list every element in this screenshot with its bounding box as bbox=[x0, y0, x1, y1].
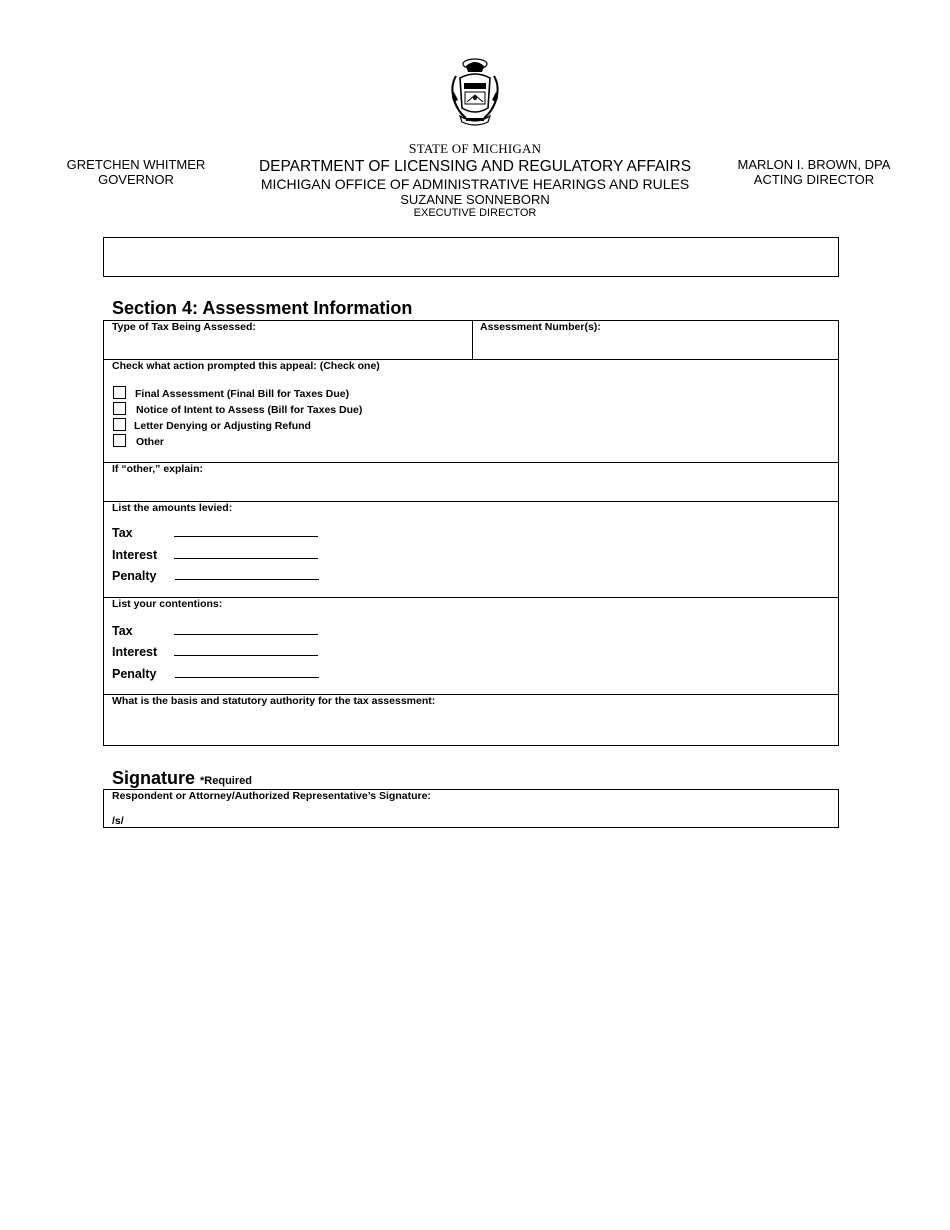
executive-name: SUZANNE SONNEBORN bbox=[400, 192, 550, 207]
signature-value: /s/ bbox=[112, 815, 124, 827]
levied-tax-field[interactable] bbox=[174, 536, 318, 537]
action-row bbox=[104, 360, 838, 463]
governor-block bbox=[56, 157, 216, 187]
contention-penalty-label: Penalty bbox=[112, 667, 157, 681]
signature-box[interactable] bbox=[103, 789, 839, 828]
contention-interest-label: Interest bbox=[112, 645, 158, 659]
required-note: *Required bbox=[200, 775, 252, 787]
executive-title: EXECUTIVE DIRECTOR bbox=[413, 207, 537, 219]
state-name: STATE OF MICHIGAN bbox=[408, 141, 542, 157]
final-assessment-label: Final Assessment (Final Bill for Taxes Due) bbox=[135, 388, 350, 400]
final-assessment-checkbox[interactable] bbox=[113, 386, 126, 399]
assessment-number-label: Assessment Number(s): bbox=[480, 321, 601, 333]
levied-penalty-field[interactable] bbox=[175, 579, 319, 580]
contention-tax-label: Tax bbox=[112, 624, 133, 638]
signature-label: Respondent or Attorney/Authorized Representative’s Signature: bbox=[112, 790, 431, 802]
notice-intent-checkbox[interactable] bbox=[113, 402, 126, 415]
governor-title: GOVERNOR bbox=[98, 172, 174, 187]
levied-interest-label: Interest bbox=[112, 548, 158, 562]
basis-row[interactable] bbox=[104, 695, 838, 745]
department-name: DEPARTMENT OF LICENSING AND REGULATORY AFFAIRS bbox=[258, 158, 692, 175]
refund-letter-label: Letter Denying or Adjusting Refund bbox=[134, 420, 311, 432]
refund-letter-checkbox[interactable] bbox=[113, 418, 126, 431]
other-label: Other bbox=[136, 436, 165, 448]
director-block bbox=[730, 157, 898, 187]
director-title: ACTING DIRECTOR bbox=[753, 172, 875, 187]
other-explain-row[interactable] bbox=[104, 463, 838, 502]
office-name: MICHIGAN OFFICE OF ADMINISTRATIVE HEARINGS AND RULES bbox=[260, 176, 690, 192]
levied-penalty-label: Penalty bbox=[112, 569, 157, 583]
other-checkbox[interactable] bbox=[113, 434, 126, 447]
contention-interest-field[interactable] bbox=[174, 655, 318, 656]
tax-type-row bbox=[104, 321, 838, 360]
assessment-form bbox=[103, 320, 839, 746]
amounts-levied-row bbox=[104, 502, 838, 598]
director-name: MARLON I. BROWN, DPA bbox=[737, 157, 891, 172]
contentions-label: List your contentions: bbox=[112, 598, 223, 610]
tax-type-label: Type of Tax Being Assessed: bbox=[112, 321, 256, 333]
levied-interest-field[interactable] bbox=[174, 558, 318, 559]
agency-block bbox=[225, 141, 725, 220]
header-field-box[interactable] bbox=[103, 237, 839, 277]
contentions-row bbox=[104, 598, 838, 695]
notice-intent-label: Notice of Intent to Assess (Bill for Taxes Due) bbox=[136, 404, 363, 416]
action-label: Check what action prompted this appeal: (Check one) bbox=[112, 360, 380, 372]
section-4-title: Section 4: Assessment Information bbox=[112, 298, 413, 318]
basis-label: What is the basis and statutory authority for the tax assessment: bbox=[112, 695, 436, 707]
amounts-levied-label: List the amounts levied: bbox=[112, 502, 233, 514]
other-explain-label: If “other,” explain: bbox=[112, 463, 204, 475]
contention-penalty-field[interactable] bbox=[175, 677, 319, 678]
governor-name: GRETCHEN WHITMER bbox=[66, 157, 206, 172]
column-divider bbox=[472, 321, 473, 359]
contention-tax-field[interactable] bbox=[174, 634, 318, 635]
levied-tax-label: Tax bbox=[112, 526, 133, 540]
michigan-seal-icon bbox=[444, 56, 506, 128]
signature-title: Signature *Required bbox=[112, 768, 252, 788]
